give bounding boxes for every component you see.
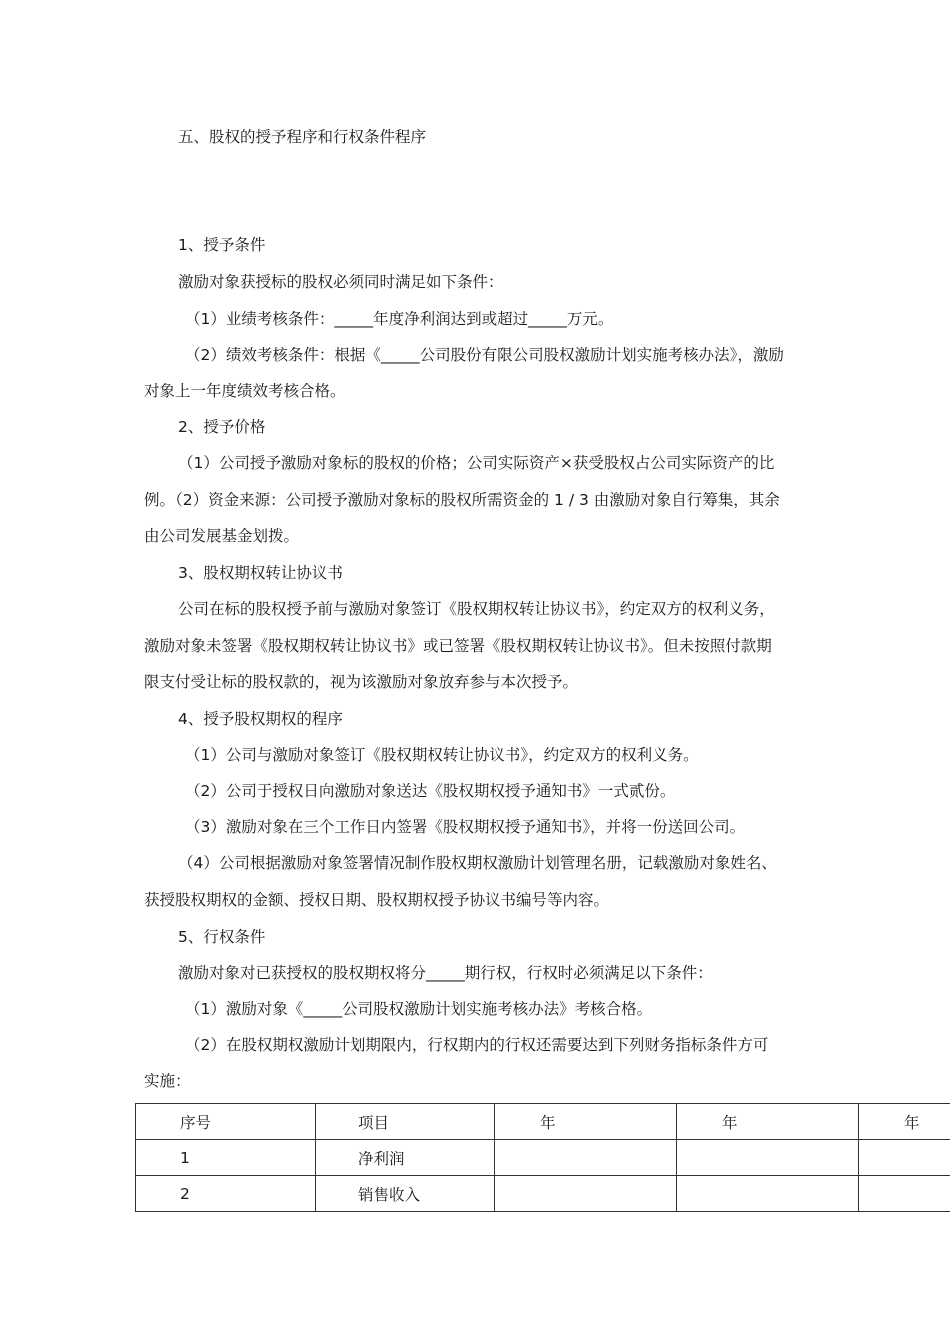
paragraph: （1）公司授予激励对象标的股权的价格；公司实际资产×获受股权占公司实际资产的比 [178, 454, 775, 472]
cell-value [859, 1140, 950, 1176]
cell-value [495, 1176, 677, 1212]
table-row [136, 1140, 950, 1176]
paragraph: 获授股权期权的金额、授权日期、股权期权授予协议书编号等内容。 [144, 891, 610, 909]
list-item: （2）在股权期权激励计划期限内，行权期内的行权还需要达到下列财务指标条件方可 [185, 1036, 769, 1054]
cell-no: 2 [136, 1176, 316, 1212]
header-cell-year: 年 [677, 1104, 859, 1140]
table-row [136, 1176, 950, 1212]
cell-value [677, 1140, 859, 1176]
heading-exercise-conditions: 5、行权条件 [178, 928, 266, 946]
paragraph: （1）业绩考核条件：_____年度净利润达到或超过_____万元。 [185, 310, 614, 328]
header-cell-year: 年 [859, 1104, 950, 1140]
heading-grant-price: 2、授予价格 [178, 418, 266, 436]
header-cell-year: 年 [495, 1104, 677, 1140]
paragraph: 例。（2）资金来源：公司授予激励对象标的股权所需资金的 1 / 3 由激励对象自行筹集，其余 [144, 491, 780, 509]
cell-no: 1 [136, 1140, 316, 1176]
cell-item: 销售收入 [316, 1176, 495, 1212]
paragraph: 激励对象未签署《股权期权转让协议书》或已签署《股权期权转让协议书》。但未按照付款期 [144, 637, 772, 655]
paragraph: 对象上一年度绩效考核合格。 [144, 382, 346, 400]
cell-value [495, 1140, 677, 1176]
heading-grant-conditions: 1、授予条件 [178, 236, 266, 254]
header-cell-item: 项目 [316, 1104, 495, 1140]
cell-value [859, 1176, 950, 1212]
header-cell-no: 序号 [136, 1104, 316, 1140]
paragraph: （2）绩效考核条件：根据《_____公司股份有限公司股权激励计划实施考核办法》，激励 [185, 346, 784, 364]
paragraph: 由公司发展基金划拨。 [144, 527, 300, 545]
paragraph: 公司在标的股权授予前与激励对象签订《股权期权转让协议书》，约定双方的权利义务， [178, 600, 775, 618]
list-item: （4）公司根据激励对象签署情况制作股权期权激励计划管理名册，记载激励对象姓名、 [178, 854, 777, 872]
paragraph: 激励对象对已获授权的股权期权将分_____期行权，行权时必须满足以下条件： [178, 964, 713, 982]
paragraph: 限支付受让标的股权款的，视为该激励对象放弃参与本次授予。 [144, 673, 579, 691]
paragraph: 实施： [144, 1072, 191, 1090]
cell-value [677, 1176, 859, 1212]
cell-item: 净利润 [316, 1140, 495, 1176]
financial-indicator-table [135, 1103, 950, 1212]
list-item: （1）激励对象《_____公司股权激励计划实施考核办法》考核合格。 [185, 1000, 653, 1018]
table-header-row [136, 1104, 950, 1140]
list-item: （3）激励对象在三个工作日内签署《股权期权授予通知书》，并将一份送回公司。 [185, 818, 746, 836]
paragraph: 激励对象获授标的股权必须同时满足如下条件： [178, 273, 504, 291]
section-title: 五、股权的授予程序和行权条件程序 [178, 128, 427, 146]
list-item: （1）公司与激励对象签订《股权期权转让协议书》，约定双方的权利义务。 [185, 746, 699, 764]
heading-transfer-agreement: 3、股权期权转让协议书 [178, 564, 343, 582]
list-item: （2）公司于授权日向激励对象送达《股权期权授予通知书》一式贰份。 [185, 782, 676, 800]
heading-grant-procedure: 4、授予股权期权的程序 [178, 710, 343, 728]
